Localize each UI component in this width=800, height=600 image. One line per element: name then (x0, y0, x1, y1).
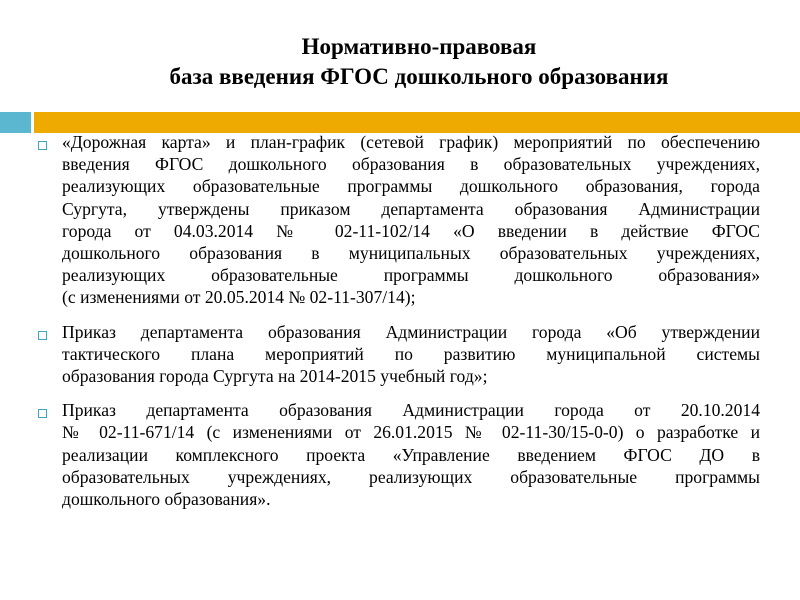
bullet-text-line: № 02-11-671/14 (с изменениями от 26.01.2015 № 02-11-30/15-0-0) о разработке и (62, 422, 760, 443)
slide-title-line-1: Нормативно-правовая (301, 34, 537, 59)
bullet-text-line: реализующих образовательные программы дошкольного образования, города (62, 176, 760, 197)
bullet-text-line: реализующих образовательные программы дошкольного образования» (62, 265, 760, 286)
bullet-item (38, 131, 760, 309)
bullet-text-line: Приказ департамента образования Администрации города «Об утверждении (62, 321, 760, 342)
orange-accent-bar (34, 112, 800, 133)
slide-title (138, 32, 700, 92)
bullet-text-line: дошкольного образования в муниципальных образовательных учреждениях, (62, 243, 760, 264)
bullet-text-line: образования города Сургута на 2014-2015 учебный год»; (62, 366, 488, 387)
square-bullet-icon (38, 409, 47, 418)
bullet-text-line: Приказ департамента образования Администрации города от 20.10.2014 (62, 400, 760, 421)
square-bullet-icon (38, 141, 47, 150)
bullet-text-line: образовательных учреждениях, реализующих образовательные программы (62, 466, 760, 487)
bullet-text-line: тактического плана мероприятий по развитию муниципальной системы (62, 343, 760, 364)
square-bullet-icon (38, 331, 47, 340)
slide-title-line-2: база введения ФГОС дошкольного образования (169, 64, 669, 89)
bullet-item (38, 399, 760, 510)
bullet-text-line: Сургута, утверждены приказом департамента образования Администрации (62, 198, 760, 219)
bullet-text-line: «Дорожная карта» и план-график (сетевой график) мероприятий по обеспечению (62, 132, 760, 152)
bullet-list (38, 131, 760, 522)
bullet-text-line: реализации комплексного проекта «Управление введением ФГОС ДО в (62, 444, 760, 465)
bullet-text-line: дошкольного образования». (62, 489, 271, 510)
teal-accent-bar (0, 112, 31, 133)
bullet-text-line: введения ФГОС дошкольного образования в образовательных учреждениях, (62, 154, 760, 175)
bullet-text-line: города от 04.03.2014 № 02-11-102/14 «О введении в действие ФГОС (62, 220, 760, 241)
bullet-text-line: (с изменениями от 20.05.2014 № 02-11-307/14); (62, 287, 416, 308)
bullet-item (38, 321, 760, 388)
